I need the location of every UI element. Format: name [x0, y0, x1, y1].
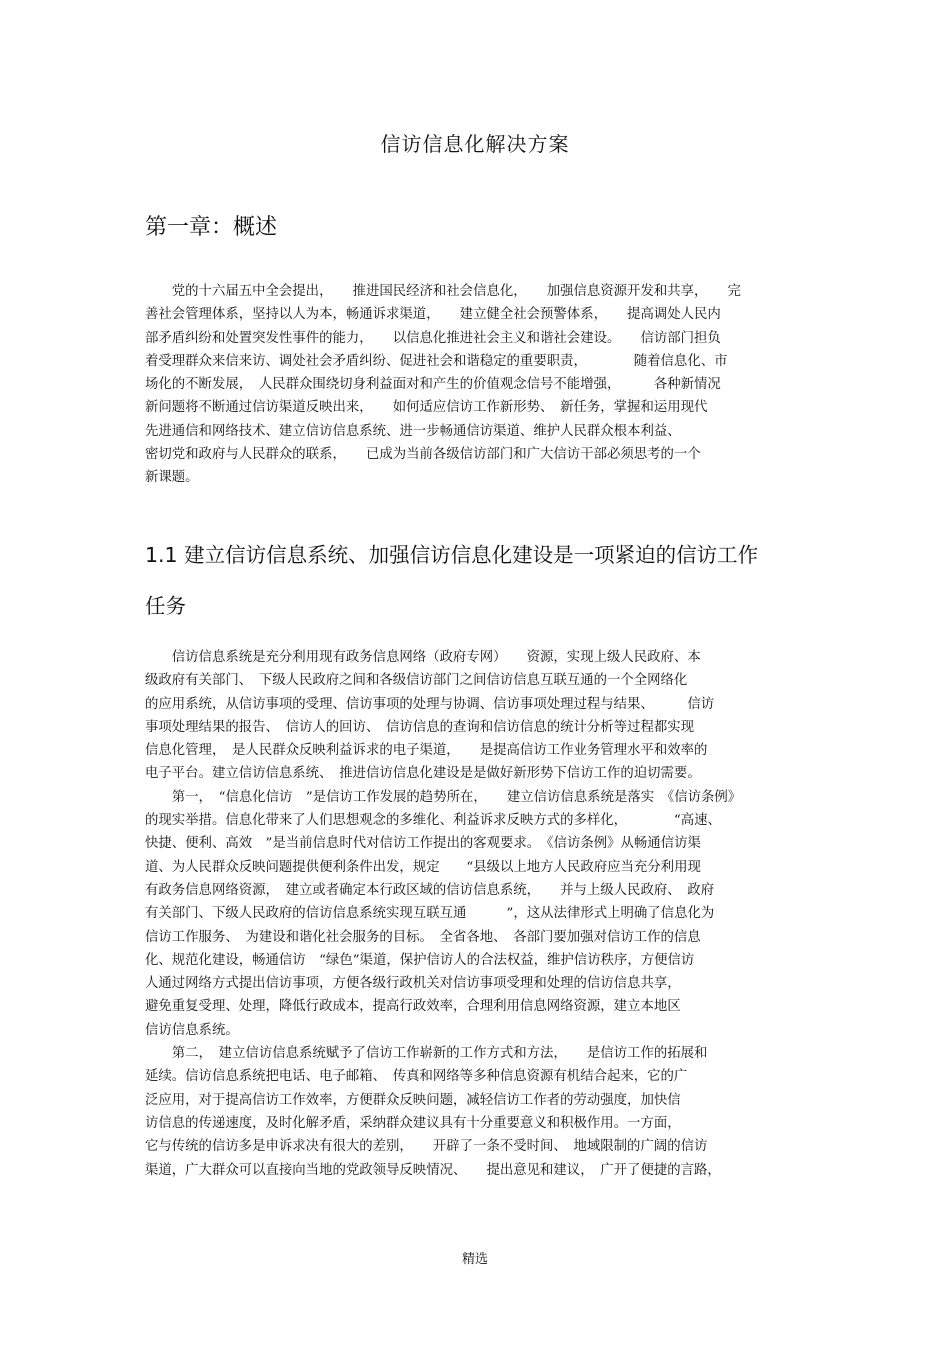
page-footer: 精选	[461, 1252, 488, 1267]
text-line: 快捷、便利、高效 ”是当前信息时代对信访工作提出的客观要求。 《信访条例》从畅通信访渠	[145, 836, 701, 852]
text-line: 新课题。	[145, 470, 199, 486]
text-line: 泛应用，对于提高信访工作效率，方便群众反映问题，减轻信访工作者的劳动强度，加快信	[145, 1092, 681, 1108]
text-line: 信访工作服务、 为建设和谐化社会服务的目标。 全省各地、 各部门要加强对信访工作的信息	[145, 929, 701, 945]
chapter-heading: 第一章：概述	[145, 215, 278, 240]
text-line: 的现实举措。信息化带来了人们思想观念的多维化、利益诉求反映方式的多样化， “高速、	[145, 813, 721, 829]
text-line: 信访信息系统是充分利用现有政务信息网络（政府专网） 资源，实现上级人民政府、本	[145, 650, 701, 665]
text-line: 新问题将不断通过信访渠道反映出来， 如何适应信访工作新形势、 新任务，掌握和运用现代	[145, 400, 708, 416]
text-line: 的应用系统，从信访事项的受理、信访事项的处理与协调、信访事项处理过程与结果、 信访	[145, 696, 715, 712]
text-line: 部矛盾纠纷和处置突发性事件的能力， 以信息化推进社会主义和谐社会建设。 信访部门担负	[145, 330, 721, 346]
text-line: 道、为人民群众反映问题提供便利条件出发，规定 “县级以上地方人民政府应当充分利用现	[145, 859, 701, 875]
text-line: 场化的不断发展， 人民群众围绕切身利益面对和产生的价值观念信号不能增强， 各种新情况	[145, 377, 721, 393]
text-line: 有政务信息网络资源， 建立或者确定本行政区域的信访信息系统， 并与上级人民政府、 政府	[145, 882, 715, 898]
text-line: 化、规范化建设，畅通信访 “绿色”渠道，保护信访人的合法权益，维护信访秩序，方便信访	[145, 952, 695, 968]
text-line: 避免重复受理、处理，降低行政成本，提高行政效率，合理利用信息网络资源，建立本地区	[145, 999, 681, 1015]
text-line: 善社会管理体系，坚持以人为本，畅通诉求渠道， 建立健全社会预警体系， 提高调处人民内	[145, 307, 721, 323]
section-heading-line-1: 1.1 建立信访信息系统、加强信访信息化建设是一项紧迫的信访工作	[145, 543, 759, 567]
text-line: 它与传统的信访多是申诉求决有很大的差别， 开辟了一条不受时间、 地域限制的广阔的信访	[145, 1139, 708, 1155]
document-title: 信访信息化解决方案	[380, 132, 570, 156]
text-line: 人通过网络方式提出信访事项，方便各级行政机关对信访事项受理和处理的信访信息共享，	[145, 976, 681, 992]
text-line: 电子平台。建立信访信息系统、 推进信访信息化建设是是做好新形势下信访工作的迫切需要。	[145, 766, 701, 782]
text-line: 延续。信访信息系统把电话、电子邮箱、 传真和网络等多种信息资源有机结合起来，它的广	[145, 1069, 688, 1085]
text-line: 第二， 建立信访信息系统赋予了信访工作崭新的工作方式和方法， 是信访工作的拓展和	[145, 1046, 708, 1062]
text-line: 访信息的传递速度，及时化解矛盾，采纳群众建议具有十分重要意义和积极作用。一方面，	[145, 1115, 681, 1131]
section-heading-line-2: 任务	[145, 594, 186, 618]
text-line: 先进通信和网络技术、建立信访信息系统、进一步畅通信访渠道、维护人民群众根本利益、	[145, 423, 681, 439]
text-line: 党的十六届五中全会提出， 推进国民经济和社会信息化， 加强信息资源开发和共享， 完	[145, 284, 741, 299]
text-line: 信息化管理， 是人民群众反映利益诉求的电子渠道， 是提高信访工作业务管理水平和效率的	[145, 743, 708, 759]
text-line: 有关部门、下级人民政府的信访信息系统实现互联互通 ”，这从法律形式上明确了信息化为	[145, 906, 715, 922]
text-line: 着受理群众来信来访、调处社会矛盾纠纷、促进社会和谐稳定的重要职责， 随着信息化、市	[145, 353, 728, 369]
text-line: 渠道，广大群众可以直接向当地的党政领导反映情况、 提出意见和建议， 广开了便捷的言路，	[145, 1162, 721, 1178]
text-line: 信访信息系统。	[145, 1022, 239, 1038]
section-body	[145, 646, 815, 1182]
text-line: 级政府有关部门、 下级人民政府之间和各级信访部门之间信访信息互联互通的一个全网络化	[145, 673, 688, 689]
text-line: 第一， “信息化信访 ”是信访工作发展的趋势所在， 建立信访信息系统是落实 《信访条例》	[145, 789, 742, 805]
text-line: 密切党和政府与人民群众的联系， 已成为当前各级信访部门和广大信访干部必须思考的一个	[145, 447, 701, 463]
text-line: 事项处理结果的报告、 信访人的回访、 信访信息的查询和信访信息的统计分析等过程都实现	[145, 719, 695, 735]
intro-paragraph	[145, 280, 815, 490]
